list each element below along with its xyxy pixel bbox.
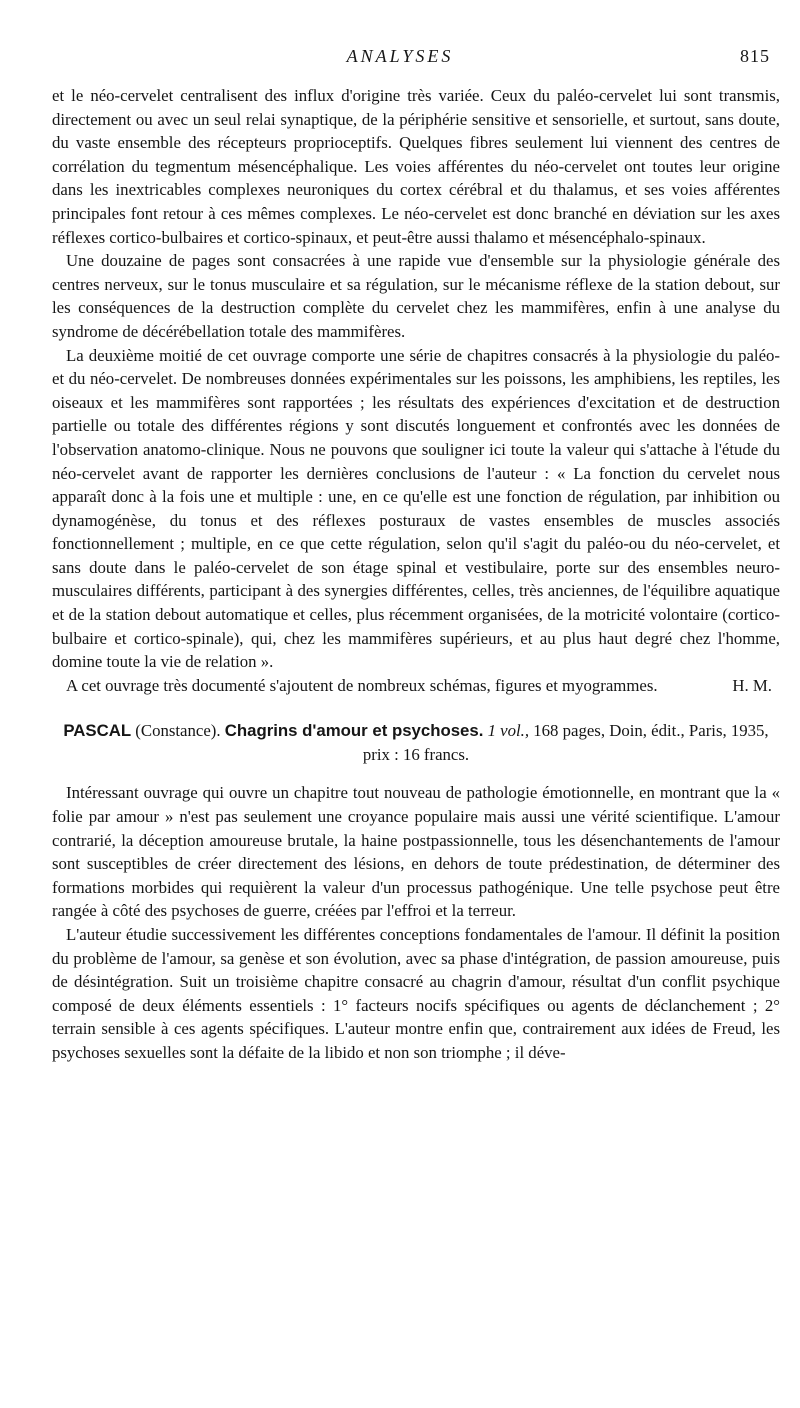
review2-author: PASCAL: [63, 721, 132, 741]
page-body: [52, 84, 780, 1065]
review2-author-first: (Constance).: [135, 721, 221, 741]
review1-paragraph-3: La deuxième moitié de cet ouvrage comporte une série de chapitres consacrés à la physiologie du paléo- et du néo-cervelet. De nombreuses données expérimentales sur les poissons, les amphibiens, les reptiles, les oiseaux et les mammifères sont rapportées ; les résultats des expériences d'excitation et de destruction partielle ou totale des différentes régions y sont discutés longuement et confrontés avec les données de l'observation anatomo-clinique. Nous ne pouvons que souligner ici toute la valeur qui s'attache à l'étude du néo-cervelet avant de rapporter les dernières conclusions de l'auteur : « La fonction du cervelet nous apparaît donc à la fois une et multiple : une, en ce qu'elle est une fonction de régulation, par inhibition ou dynamogénèse, du tonus et des réflexes posturaux de vastes ensembles de muscles associés fonctionnellement ; multiple, en ce que cette régulation, selon qu'il s'agit du paléo-ou du néo-cervelet, et sans doute dans le paléo-cervelet de son étage spinal et vestibulaire, porte sur des ensembles neuro-musculaires différents, participant à des synergies différentes, celles, très anciennes, de l'équilibre aquatique et de la station debout automatique et celles, plus récemment organisées, de la motricité volontaire (cortico-bulbaire et cortico-spinale), qui, chez les mammifères supérieurs, et au plus haut degré chez l'homme, domine toute la vie de relation ».: [52, 345, 780, 672]
review2-paragraph-2: L'auteur étudie successivement les différentes conceptions fondamentales de l'amour. Il définit la position du problème de l'amour, sa genèse et son évolution, avec sa phase d'intégration, de passion amoureuse, puis de désintégration. Suit un troisième chapitre consacré au chagrin d'amour, résultat d'un conflit psychique composé de deux éléments essentiels : 1° facteurs nocifs spécifiques ou agents de déclanchement ; 2° terrain sensible à ces agents spécifiques. L'auteur montre enfin que, contrairement aux idées de Freud, les psychoses sexuelles sont la défaite de la libido et non son triomphe ; il déve-: [52, 925, 780, 1062]
page-number: 815: [740, 46, 770, 66]
review2-paragraph-1: Intéressant ouvrage qui ouvre un chapitre tout nouveau de pathologie émotionnelle, en montrant que la « folie par amour » n'est pas seulement une croyance populaire mais aussi une vérité scientifique. L'amour contrarié, la déception amoureuse brutale, la haine postpassionnelle, tous les désenchantements de l'amour sont susceptibles de créer directement des lésions, en dehors de toute prédestination, de déterminer des formations morbides qui requièrent la valeur d'un processus pathogénique. Une telle psychose peut être rangée à côté des psychoses de guerre, créées par l'effroi et la terreur.: [52, 783, 780, 921]
running-head-title: ANALYSES: [346, 46, 454, 66]
review2-details: 168 pages, Doin, édit., Paris, 1935, prix : 16 francs.: [362, 721, 769, 765]
review1-paragraph-4: A cet ouvrage très documenté s'ajoutent de nombreux schémas, figures et myogrammes.: [66, 675, 658, 695]
review2-volume: 1 vol.,: [487, 721, 530, 741]
review1-signature: H. M.: [732, 675, 772, 695]
running-head: [0, 46, 800, 72]
review1-paragraph-1: et le néo-cervelet centralisent des influx d'origine très variée. Ceux du paléo-cervelet lui sont transmis, directement ou avec un seul relai synaptique, de la périphérie sensitive et sensorielle, et surtout, sans doute, du vaste ensemble des récepteurs proprioceptifs. Quelques fibres seulement lui viennent des centres de corrélation du tegmentum mésencéphalique. Les voies afférentes du néo-cervelet ont toutes leur origine dans les inextricables complexes neuroniques du cortex cérébral et du thalamus, et ses voies afférentes principales font retour à ces mêmes complexes. Le néo-cervelet est donc branché en déviation sur les axes réflexes cortico-bulbaires et cortico-spinaux, et peut-être aussi thalamo et mésencéphalo-spinaux.: [52, 86, 780, 247]
review1-paragraph-2: Une douzaine de pages sont consacrées à une rapide vue d'ensemble sur la physiologie générale des centres nerveux, sur le tonus musculaire et sa régulation, sur le mécanisme réflexe de la station debout, sur les conséquences de la destruction complète du cervelet chez les mammifères, enfin à une analyse du syndrome de décérébellation totale des mammifères.: [52, 251, 780, 341]
review2-book-title: Chagrins d'amour et psychoses.: [224, 721, 484, 741]
review2-heading: [52, 719, 780, 767]
